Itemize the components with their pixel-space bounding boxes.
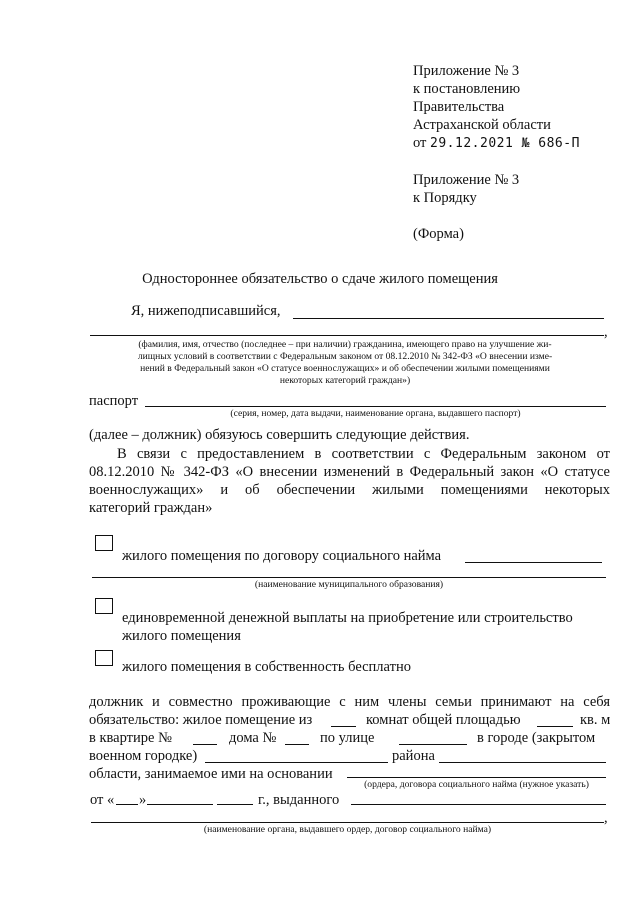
obligation-text: (далее – должник) обязуюсь совершить следующие действия. xyxy=(89,427,470,443)
option-ownership-label: жилого помещения в собственность бесплатно xyxy=(122,659,411,675)
header-line: Астраханской области xyxy=(413,117,551,133)
signer-label: Я, нижеподписавшийся, xyxy=(131,303,281,319)
header-line: Приложение № 3 xyxy=(413,63,520,79)
commitment-text: кв. м xyxy=(580,712,611,728)
option-payment-checkbox[interactable] xyxy=(95,598,113,614)
year-field[interactable] xyxy=(217,804,253,805)
paragraph-line: 08.12.2010 № 342-ФЗ «О внесении изменений в Федеральный закон «О статусе xyxy=(89,464,610,480)
commitment-text: по улице xyxy=(320,730,375,746)
comma: , xyxy=(604,810,608,826)
form-label: (Форма) xyxy=(413,226,464,242)
municipality-field[interactable] xyxy=(92,577,606,578)
street-field[interactable] xyxy=(399,744,467,745)
commitment-text: в городе (закрытом xyxy=(477,730,596,746)
fio-caption: (фамилия, имя, отчество (последнее – при наличии) гражданина, имеющего право на улучшение жи- лищных условий в соответствии с Федеральным законом от 08.12.2010 № 342-ФЗ «О внесении изме- нений в Федеральный закон «О статусе военнослужащих» и об обеспечении жилыми помещениями некоторых категорий граждан») xyxy=(137,339,553,386)
option-payment-label: жилого помещения xyxy=(122,628,241,644)
area-field[interactable] xyxy=(537,726,573,727)
house-field[interactable] xyxy=(285,744,309,745)
issuer-name-field[interactable] xyxy=(91,822,604,823)
district-field[interactable] xyxy=(439,762,606,763)
paragraph-line: военнослужащих» и об обеспечении жилыми помещениями некоторых xyxy=(89,482,610,498)
commitment-line: должник и совместно проживающие с ним члены семьи принимают на себя xyxy=(89,694,610,710)
commitment-text: г., выданного xyxy=(258,792,340,808)
rooms-field[interactable] xyxy=(331,726,356,727)
commitment-text: дома № xyxy=(229,730,277,746)
day-field[interactable] xyxy=(116,804,138,805)
paragraph-line: категорий граждан» xyxy=(89,500,213,516)
header-date: от 29.12.2021 № 686-П xyxy=(413,135,580,151)
issuer-field[interactable] xyxy=(351,804,606,805)
apartment-field[interactable] xyxy=(193,744,217,745)
paragraph-line: В связи с предоставлением в соответствии с Федеральным законом от xyxy=(117,446,610,462)
option-housing-label: жилого помещения по договору социального найма xyxy=(122,548,442,564)
option-housing-field[interactable] xyxy=(465,562,602,563)
commitment-text: от « xyxy=(90,792,115,808)
commitment-text: области, занимаемое ими на основании xyxy=(89,766,333,782)
commitment-text: комнат общей площадью xyxy=(366,712,521,728)
header-line: к постановлению xyxy=(413,81,521,97)
passport-field[interactable] xyxy=(145,406,606,407)
passport-label: паспорт xyxy=(89,393,139,409)
decree-number: 29.12.2021 № 686-П xyxy=(430,136,580,151)
commitment-text: района xyxy=(392,748,435,764)
option-payment-label: единовременной денежной выплаты на приобретение или строительство xyxy=(122,610,573,626)
commitment-text: » xyxy=(139,792,147,808)
issuer-caption: (наименование органа, выдавшего ордер, договор социального найма) xyxy=(203,824,492,835)
option-housing-checkbox[interactable] xyxy=(95,535,113,551)
municipality-caption: (наименование муниципального образования) xyxy=(254,579,444,590)
city-field[interactable] xyxy=(205,762,388,763)
header-line: Приложение № 3 xyxy=(413,172,520,188)
header-line: к Порядку xyxy=(413,190,477,206)
fio-field[interactable] xyxy=(90,335,604,336)
document-title: Одностороннее обязательство о сдаче жилого помещения xyxy=(142,271,498,287)
comma: , xyxy=(604,324,608,340)
commitment-text: военном городке) xyxy=(89,748,198,764)
basis-field[interactable] xyxy=(347,777,606,778)
option-ownership-checkbox[interactable] xyxy=(95,650,113,666)
commitment-text: в квартире № xyxy=(89,730,172,746)
signer-name-field[interactable] xyxy=(293,318,604,319)
basis-caption: (ордера, договора социального найма (нужное указать) xyxy=(364,779,589,790)
header-line: Правительства xyxy=(413,99,505,115)
passport-caption: (серия, номер, дата выдачи, наименование органа, выдавшего паспорт) xyxy=(230,408,521,419)
month-field[interactable] xyxy=(147,804,213,805)
header-block xyxy=(413,62,580,243)
commitment-text: обязательство: жилое помещение из xyxy=(89,712,313,728)
